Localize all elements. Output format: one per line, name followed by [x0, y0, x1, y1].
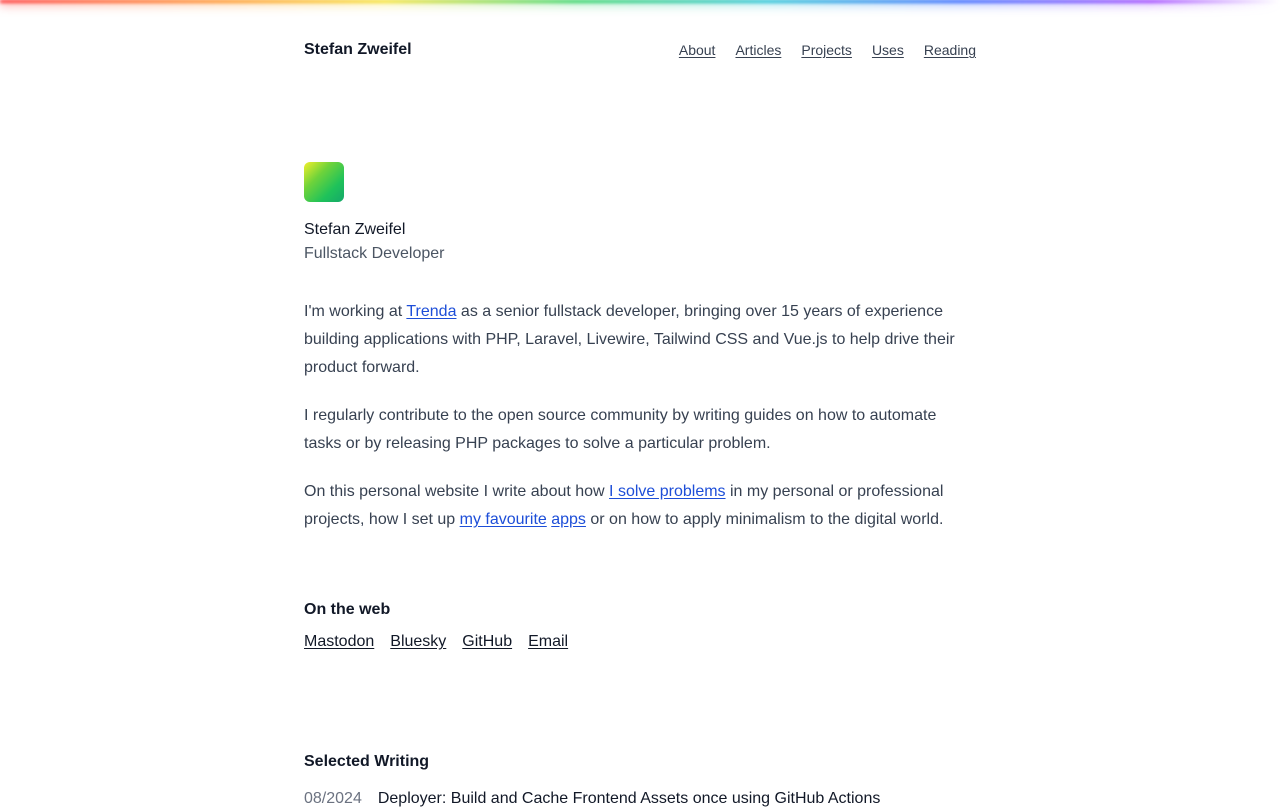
bio-paragraph-3 [304, 478, 976, 534]
bio-paragraph-2: I regularly contribute to the open source community by writing guides on how to automate tasks or by releasing PHP packages to solve a particular problem. [304, 407, 937, 452]
avatar [304, 162, 344, 202]
bio-text: On this personal website I write about how [304, 483, 610, 500]
nav-articles[interactable]: Articles [735, 42, 782, 58]
writing-list-item[interactable] [304, 788, 880, 810]
site-header [304, 0, 976, 100]
selected-writing-heading: Selected Writing [304, 753, 430, 770]
bio-text: or on how to apply minimalism to the digital world. [585, 511, 944, 528]
mastodon-link[interactable]: Mastodon [304, 633, 375, 650]
trenda-link[interactable]: Trenda [406, 303, 457, 320]
profile-role: Fullstack Developer [304, 245, 445, 262]
on-the-web-heading: On the web [304, 601, 391, 618]
github-link[interactable]: GitHub [462, 633, 513, 650]
main-nav [679, 41, 976, 59]
solve-problems-link[interactable]: I solve problems [609, 483, 726, 500]
bluesky-link[interactable]: Bluesky [390, 633, 447, 650]
bio-text: I'm working at [304, 303, 407, 320]
page-container [304, 0, 976, 807]
profile-name: Stefan Zweifel [304, 221, 406, 238]
bio-text: as a senior fullstack developer, bringing over 15 years of experience building applications with PHP, Laravel, Livewire, Tailwind CSS and Vue.js to help drive their product forward. [304, 303, 955, 376]
nav-uses[interactable]: Uses [871, 42, 904, 58]
nav-projects[interactable]: Projects [801, 42, 852, 58]
bio-text: in my personal or professional projects, how I set up [304, 483, 944, 528]
nav-reading[interactable]: Reading [923, 42, 976, 58]
nav-about[interactable]: About [678, 42, 716, 58]
email-link[interactable]: Email [528, 633, 569, 650]
apps-link[interactable]: apps [551, 511, 586, 528]
my-favourite-link[interactable]: my favourite [459, 511, 547, 528]
writing-date: 08/2024 [304, 790, 362, 807]
writing-title-link[interactable]: Deployer: Build and Cache Frontend Assets once using GitHub Actions [377, 790, 881, 807]
bio-paragraph-1 [304, 298, 976, 382]
site-name-link[interactable]: Stefan Zweifel [304, 41, 412, 58]
bio [304, 298, 976, 554]
social-links [304, 631, 568, 653]
